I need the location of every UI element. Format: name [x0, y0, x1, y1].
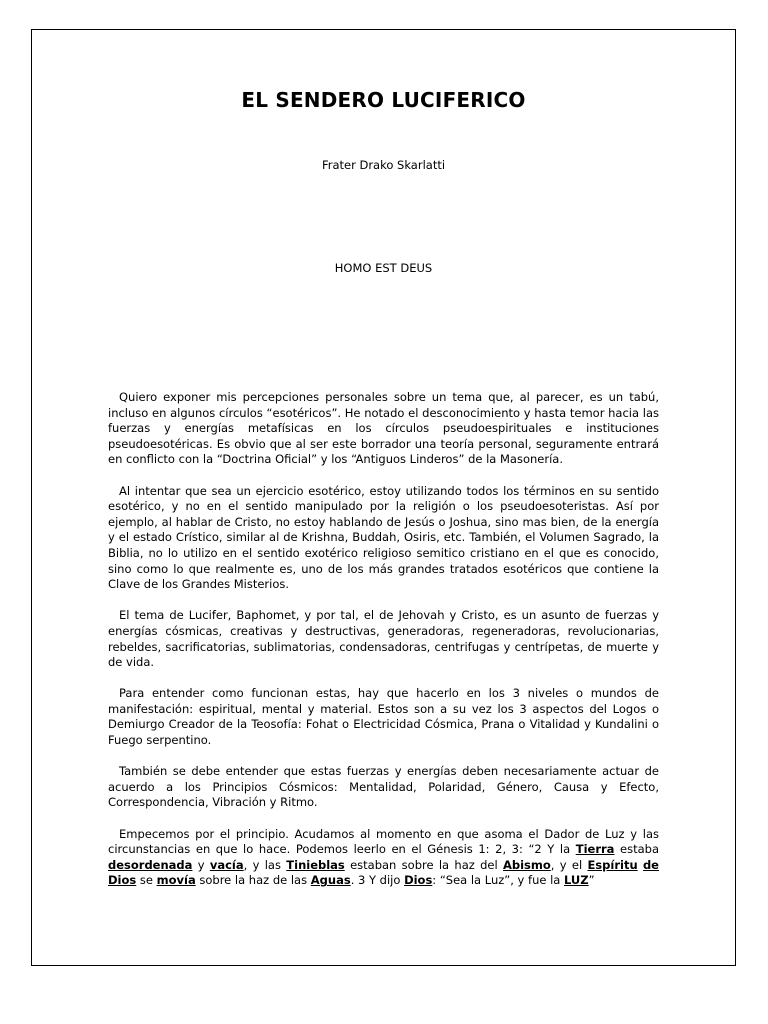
keyword-dios: Dios — [108, 873, 137, 888]
paragraph-5: También se debe entender que estas fuerzas y energías deben necesariamente actuar de acuerdo a los Principios Cósmicos: Mentalidad, Polaridad, Género, Causa y Efecto, Correspondencia, Vibración y Ritmo. — [108, 764, 659, 810]
keyword-vacia: vacía — [209, 857, 244, 872]
keyword-de: de — [642, 857, 659, 872]
text-run: , y las — [243, 857, 287, 872]
text-run: sobre la haz de las — [195, 873, 311, 888]
document-title: EL SENDERO LUCIFERICO — [241, 88, 526, 112]
paragraph-4: Para entender como funcionan estas, hay que hacerlo en los 3 niveles o mundos de manifestación: espiritual, mental y material. Estos son a su vez los 3 aspectos del Logos o Demiurgo Creador de la Teosofía: Fohat o Electricidad Cósmica, Prana o Vitalidad y Kundalini o Fuego serpentino. — [108, 686, 659, 748]
keyword-movia: movía — [156, 873, 196, 888]
keyword-espiritu: Espíritu — [587, 857, 638, 872]
text-run: . 3 Y dijo — [350, 873, 405, 888]
paragraph-6 — [108, 827, 659, 889]
paragraph-1: Quiero exponer mis percepciones personales sobre un tema que, al parecer, es un tabú, incluso en algunos círculos “esotéricos”. He notado el desconocimiento y hasta temor hacia las fuerzas y energías metafísicas en los círculos pseudoespirituales e instituciones pseudoesotéricas. Es obvio que al ser este borrador una teoría personal, seguramente entrará en conflicto con la “Doctrina Oficial” y los “Antiguos Linderos” de la Masonería. — [108, 390, 659, 467]
paragraph-2: Al intentar que sea un ejercicio esotérico, estoy utilizando todos los términos en su sentido esotérico, y no en el sentido manipulado por la religión o los pseudoesoteristas. Así por ejemplo, al hablar de Cristo, no estoy hablando de Jesús o Joshua, sino mas bien, de la energía y el estado Crístico, similar al de Krishna, Buddah, Osiris, etc. También, el Volumen Sagrado, la Biblia, no lo utilizo en el sentido exotérico religioso semitico cristiano en el que es conocido, sino como lo que realmente es, uno de los más grandes tratados esotéricos que contiene la Clave de los Grandes Misterios. — [108, 483, 659, 592]
keyword-abismo: Abismo — [502, 857, 551, 872]
text-run: se — [136, 873, 157, 888]
keyword-aguas: Aguas — [310, 873, 351, 888]
document-author: Frater Drako Skarlatti — [321, 158, 446, 172]
text-run: estaba — [614, 842, 659, 857]
text-run: y — [192, 857, 210, 872]
keyword-tierra: Tierra — [575, 842, 615, 857]
paragraph-3: El tema de Lucifer, Baphomet, y por tal, el de Jehovah y Cristo, es un asunto de fuerzas y energías cósmicas, creativas y destructivas, generadoras, regeneradoras, revolucionarias, rebeldes, sacrificatorias, sublimatorias, condensadoras, centrifugas y centrípetas, de muerte y de vida. — [108, 608, 659, 670]
text-run: : “Sea la Luz”, y fue la — [432, 873, 564, 888]
document-motto: HOMO EST DEUS — [334, 261, 433, 275]
keyword-luz: LUZ — [564, 873, 589, 888]
keyword-desordenada: desordenada — [108, 857, 193, 872]
keyword-dios-2: Dios — [404, 873, 433, 888]
document-body — [108, 390, 659, 905]
keyword-tinieblas: Tinieblas — [286, 857, 345, 872]
text-run: estaban sobre la haz del — [344, 857, 503, 872]
text-run: Empecemos por el principio. Acudamos al momento en que asoma el Dador de Luz y las circunstancias en que lo hace. Podemos leerlo en el Génesis 1: 2, 3: “2 Y la — [108, 826, 659, 857]
text-run: ” — [588, 873, 595, 888]
text-run: , y el — [550, 857, 588, 872]
